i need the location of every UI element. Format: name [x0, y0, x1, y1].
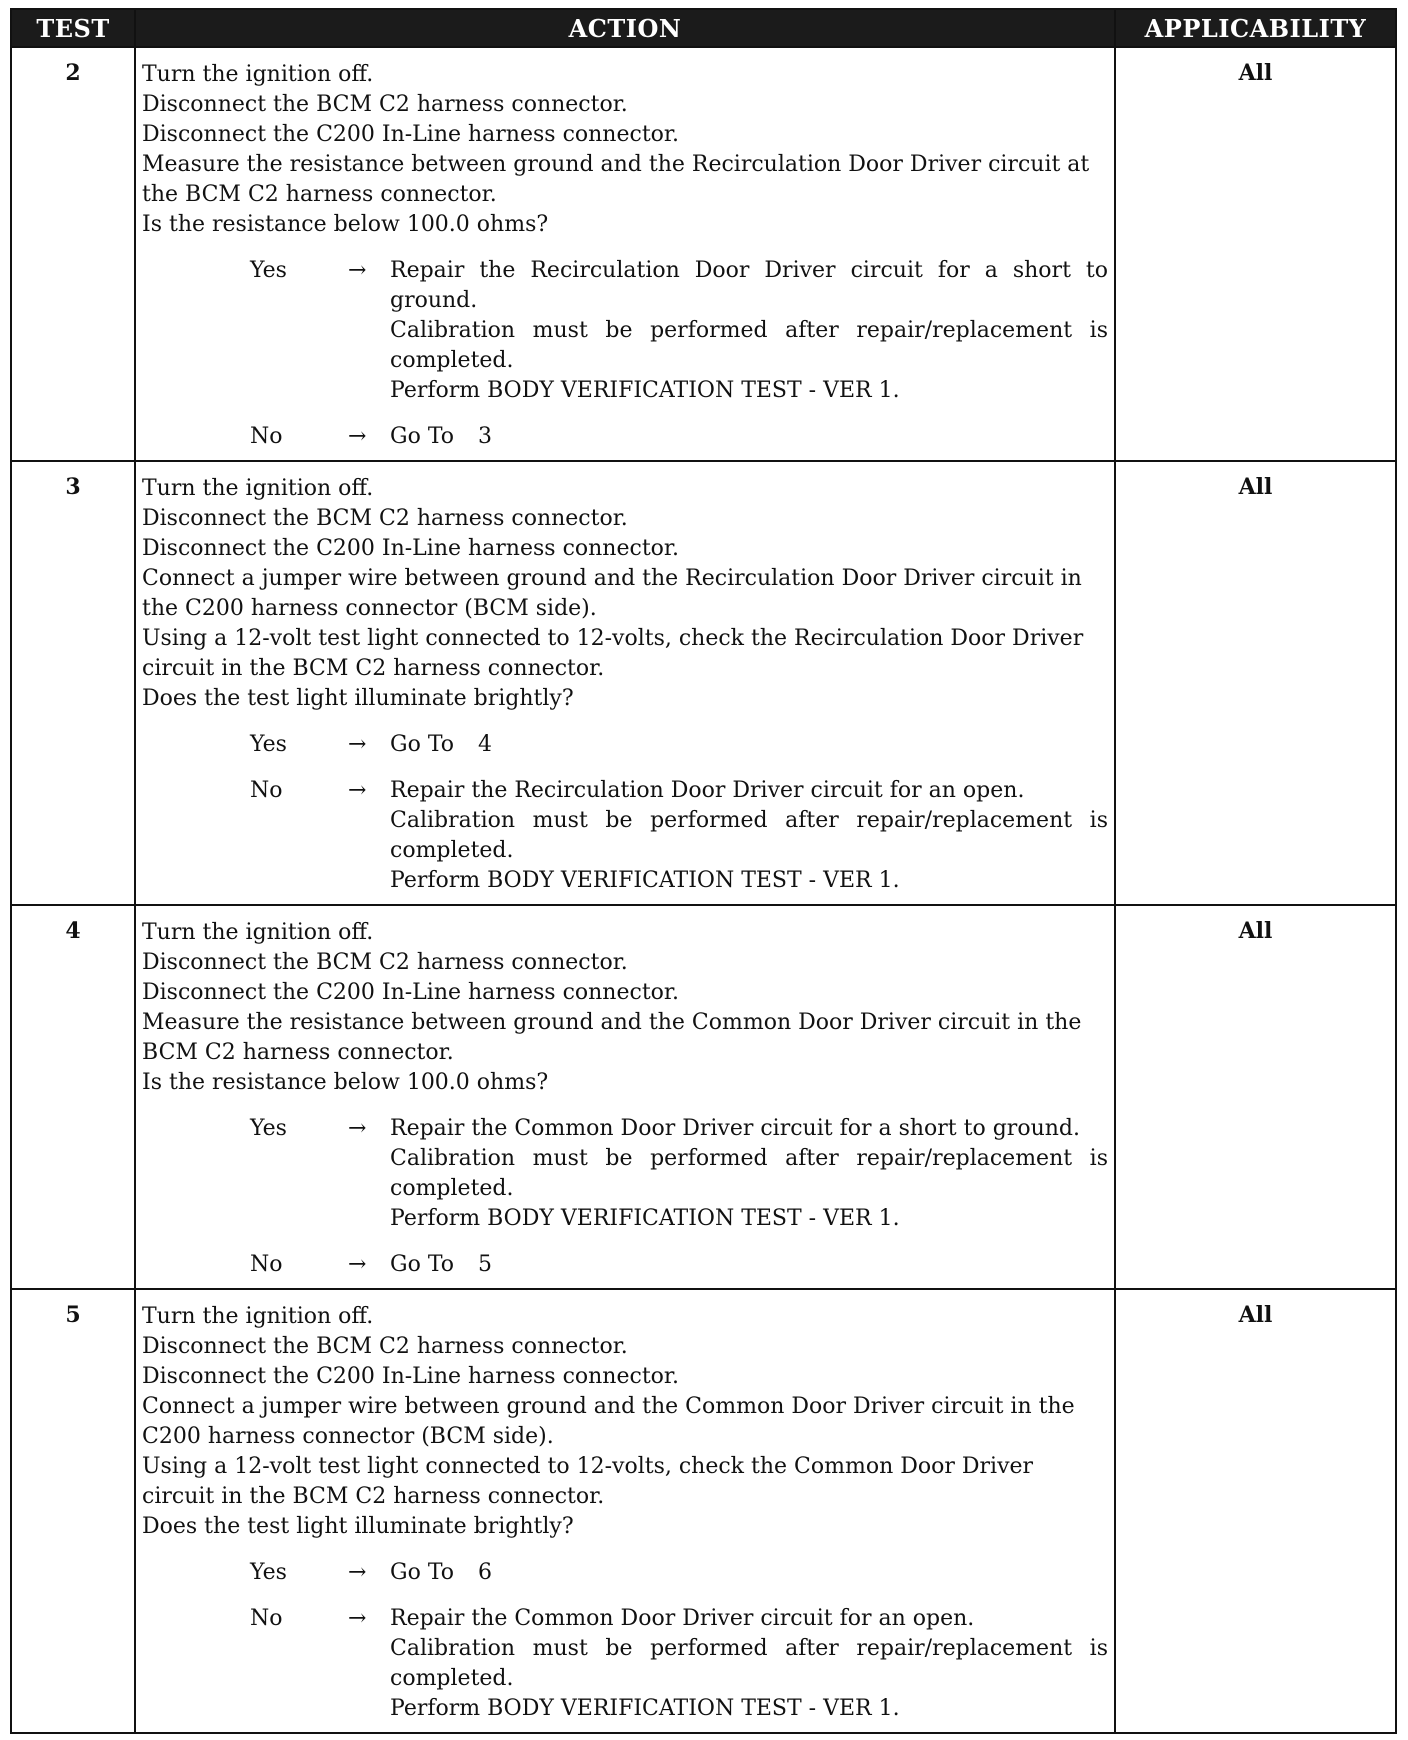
yes-outcome — [390, 1558, 1108, 1588]
arrow-icon: → — [348, 1606, 367, 1631]
applicability-value: All — [1115, 1289, 1396, 1733]
action-step: Using a 12-volt test light connected to 12-volts, check the Recirculation Door Driver circuit in the BCM C2 harness connector. — [142, 626, 1084, 681]
action-cell — [135, 905, 1115, 1289]
action-step: Disconnect the BCM C2 harness connector. — [142, 950, 628, 975]
test-number: 5 — [11, 1289, 135, 1733]
action-step: Disconnect the C200 In-Line harness connector. — [142, 536, 679, 561]
diagnostic-test-table — [10, 8, 1397, 1734]
outcome-line: Repair the Recirculation Door Driver circuit for a short to ground. — [390, 258, 1108, 313]
action-step: Using a 12-volt test light connected to 12-volts, check the Common Door Driver circuit in the BCM C2 harness connector. — [142, 1454, 1034, 1509]
arrow-icon: → — [348, 778, 367, 803]
action-cell — [135, 461, 1115, 905]
yes-result — [142, 1558, 1108, 1588]
no-label: No — [250, 1252, 283, 1277]
yes-outcome — [390, 1114, 1108, 1234]
document-page — [10, 8, 1395, 1728]
table-row — [11, 47, 1396, 461]
arrow-icon: → — [348, 1560, 367, 1585]
goto-target: 5 — [478, 1252, 493, 1277]
action-step: Connect a jumper wire between ground and the Recirculation Door Driver circuit in the C200 harness connector (BCM side). — [142, 566, 1082, 621]
action-step: Disconnect the C200 In-Line harness connector. — [142, 122, 679, 147]
action-step: Connect a jumper wire between ground and the Common Door Driver circuit in the C200 harness connector (BCM side). — [142, 1394, 1075, 1449]
action-step: Turn the ignition off. — [142, 1304, 374, 1329]
action-step: Is the resistance below 100.0 ohms? — [142, 1070, 549, 1095]
header-applicability: APPLICABILITY — [1115, 9, 1396, 47]
outcome-line: Perform BODY VERIFICATION TEST - VER 1. — [390, 378, 900, 403]
outcome-line: Calibration must be performed after repair/replacement is completed. — [390, 1146, 1108, 1201]
table-row — [11, 1289, 1396, 1733]
action-step: Turn the ignition off. — [142, 62, 374, 87]
outcome-line: Perform BODY VERIFICATION TEST - VER 1. — [390, 1696, 900, 1721]
outcome-line: Repair the Common Door Driver circuit for a short to ground. — [390, 1116, 1080, 1141]
goto-target: 3 — [478, 424, 493, 449]
action-step: Disconnect the BCM C2 harness connector. — [142, 1334, 628, 1359]
table-row — [11, 461, 1396, 905]
arrow-icon: → — [348, 258, 367, 283]
arrow-icon: → — [348, 1252, 367, 1277]
action-step: Disconnect the BCM C2 harness connector. — [142, 506, 628, 531]
arrow-icon: → — [348, 424, 367, 449]
yes-outcome — [390, 256, 1108, 406]
outcome-line: Calibration must be performed after repair/replacement is completed. — [390, 1636, 1108, 1691]
goto-target: 4 — [478, 732, 493, 757]
action-step: Disconnect the C200 In-Line harness connector. — [142, 980, 679, 1005]
action-step: Disconnect the C200 In-Line harness connector. — [142, 1364, 679, 1389]
action-step: Measure the resistance between ground and the Common Door Driver circuit in the BCM C2 harness connector. — [142, 1010, 1082, 1065]
yes-result — [142, 256, 1108, 406]
no-result — [142, 1604, 1108, 1724]
test-number: 3 — [11, 461, 135, 905]
table-header-row — [11, 9, 1396, 47]
goto-text: Go To — [390, 1252, 455, 1277]
table-body — [11, 47, 1396, 1733]
outcome-line: Perform BODY VERIFICATION TEST - VER 1. — [390, 1206, 900, 1231]
arrow-icon: → — [348, 732, 367, 757]
yes-label: Yes — [250, 732, 287, 757]
yes-label: Yes — [250, 258, 287, 283]
no-result — [142, 422, 1108, 452]
yes-result — [142, 1114, 1108, 1234]
action-step: Disconnect the BCM C2 harness connector. — [142, 92, 628, 117]
no-result — [142, 776, 1108, 896]
action-step: Turn the ignition off. — [142, 476, 374, 501]
action-step: Turn the ignition off. — [142, 920, 374, 945]
yes-outcome — [390, 730, 1108, 760]
no-label: No — [250, 424, 283, 449]
applicability-value: All — [1115, 461, 1396, 905]
goto-text: Go To — [390, 424, 455, 449]
action-step: Is the resistance below 100.0 ohms? — [142, 212, 549, 237]
applicability-value: All — [1115, 47, 1396, 461]
yes-label: Yes — [250, 1560, 287, 1585]
table-row — [11, 905, 1396, 1289]
action-step: Does the test light illuminate brightly? — [142, 1514, 574, 1539]
arrow-icon: → — [348, 1116, 367, 1141]
no-result — [142, 1250, 1108, 1280]
header-action: ACTION — [135, 9, 1115, 47]
test-number: 4 — [11, 905, 135, 1289]
outcome-line: Calibration must be performed after repair/replacement is completed. — [390, 808, 1108, 863]
yes-result — [142, 730, 1108, 760]
goto-text: Go To — [390, 732, 455, 757]
outcome-line: Perform BODY VERIFICATION TEST - VER 1. — [390, 868, 900, 893]
outcome-line: Calibration must be performed after repair/replacement is completed. — [390, 318, 1108, 373]
action-cell — [135, 47, 1115, 461]
no-label: No — [250, 1606, 283, 1631]
no-outcome — [390, 776, 1108, 896]
yes-label: Yes — [250, 1116, 287, 1141]
no-label: No — [250, 778, 283, 803]
outcome-line: Repair the Recirculation Door Driver circuit for an open. — [390, 778, 1025, 803]
applicability-value: All — [1115, 905, 1396, 1289]
outcome-line: Repair the Common Door Driver circuit for an open. — [390, 1606, 975, 1631]
header-test: TEST — [11, 9, 135, 47]
test-number: 2 — [11, 47, 135, 461]
action-step: Measure the resistance between ground and the Recirculation Door Driver circuit at the BCM C2 harness connector. — [142, 152, 1090, 207]
goto-target: 6 — [478, 1560, 493, 1585]
action-cell — [135, 1289, 1115, 1733]
no-outcome — [390, 1604, 1108, 1724]
no-outcome — [390, 1250, 1108, 1280]
goto-text: Go To — [390, 1560, 455, 1585]
action-step: Does the test light illuminate brightly? — [142, 686, 574, 711]
no-outcome — [390, 422, 1108, 452]
